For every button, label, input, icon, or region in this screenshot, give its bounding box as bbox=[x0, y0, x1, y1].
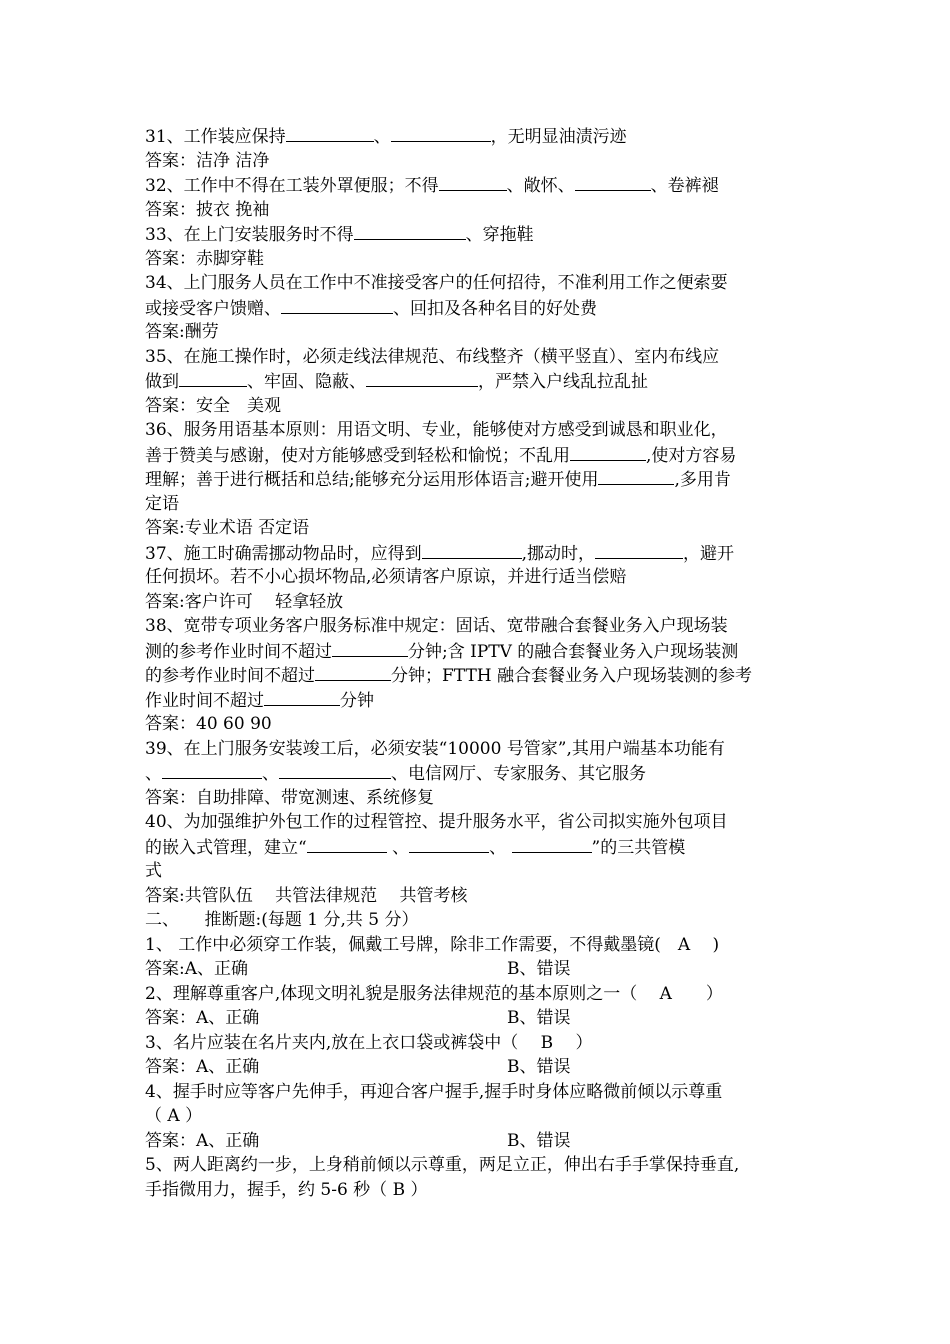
question-text: 、穿拖鞋 bbox=[465, 225, 534, 245]
answer-blank bbox=[422, 541, 522, 559]
question-34-cont bbox=[145, 296, 810, 321]
answer-blank bbox=[512, 835, 592, 853]
question-36: 36、服务用语基本原则：用语文明、专业，能够使对方感受到诚恳和职业化， bbox=[145, 420, 728, 440]
option-a: 答案：A、正确 bbox=[145, 1008, 260, 1028]
option-a: 答案：A、正确 bbox=[145, 1057, 260, 1077]
question-text: 分钟 bbox=[340, 690, 374, 711]
question-text: 、敞怀、 bbox=[506, 176, 575, 196]
question-35: 35、在施工操作时，必须走线法律规范、布线整齐（横平竖直）、室内布线应 bbox=[145, 346, 720, 367]
question-text: 的嵌入式管理，建立“ bbox=[145, 837, 307, 858]
question-40-cont: 式 bbox=[145, 861, 162, 881]
question-37-cont: 任何损坏。若不小心损坏物品,必须请客户原谅，并进行适当偿赔 bbox=[145, 567, 627, 587]
question-36-cont bbox=[145, 443, 810, 468]
question-32 bbox=[145, 173, 810, 198]
answer-38: 答案：40 60 90 bbox=[145, 714, 272, 734]
option-a: 答案：A、正确 bbox=[145, 1130, 260, 1151]
answer-31: 答案：洁净 洁净 bbox=[145, 150, 270, 171]
question-40: 40、为加强维护外包工作的过程管控、提升服务水平，省公司拟实施外包项目 bbox=[145, 812, 728, 832]
tf-answer-2 bbox=[145, 1006, 810, 1031]
question-text: 、 bbox=[386, 837, 410, 858]
question-text: ,使对方容易 bbox=[646, 445, 737, 466]
question-text: 分钟；FTTH 融合套餐业务入户现场装测的参考 bbox=[391, 666, 753, 686]
answer-blank bbox=[279, 761, 391, 779]
document-page bbox=[145, 124, 810, 1202]
question-39: 39、在上门服务安装竣工后，必须安装“10000 号管家”,其用户端基本功能有 bbox=[145, 738, 725, 759]
question-text: 理解；善于进行概括和总结;能够充分运用形体语言;避开使用 bbox=[145, 470, 599, 490]
question-text: ”的三共管模 bbox=[591, 837, 686, 858]
tf-question-1: 1、 工作中必须穿工作装，佩戴工号牌，除非工作需要，不得戴墨镜( A ) bbox=[145, 934, 720, 955]
question-text: ,挪动时， bbox=[521, 543, 596, 564]
question-text: ,多用肯 bbox=[674, 470, 731, 490]
question-text: 作业时间不超过 bbox=[145, 690, 264, 711]
answer-blank bbox=[354, 222, 466, 240]
question-38: 38、宽带专项业务客户服务标准中规定：固话、宽带融合套餐业务入户现场装 bbox=[145, 616, 728, 636]
answer-blank bbox=[286, 124, 374, 142]
tf-question-4-cont: （ A ） bbox=[145, 1106, 203, 1126]
question-31 bbox=[145, 124, 810, 149]
question-text: 、回扣及各种名目的好处费 bbox=[393, 298, 597, 319]
question-text: 测的参考作业时间不超过 bbox=[145, 641, 332, 662]
answer-blank bbox=[264, 688, 340, 706]
answer-37: 答案:客户许可 轻拿轻放 bbox=[145, 591, 344, 612]
option-b: B、错误 bbox=[507, 1008, 571, 1028]
question-text: 、电信网厅、专家服务、其它服务 bbox=[391, 764, 646, 784]
question-text: 、 bbox=[145, 764, 162, 784]
question-text: 的参考作业时间不超过 bbox=[145, 666, 315, 686]
tf-question-3: 3、名片应装在名片夹内,放在上衣口袋或裤袋中（ B ） bbox=[145, 1032, 593, 1053]
question-text: 、 bbox=[262, 764, 279, 784]
answer-36: 答案:专业术语 否定语 bbox=[145, 518, 310, 538]
answer-blank bbox=[409, 835, 489, 853]
answer-32: 答案：披衣 挽袖 bbox=[145, 199, 270, 220]
section-heading: 二、 推断题:(每题 1 分,共 5 分） bbox=[145, 910, 419, 930]
question-text: 32、工作中不得在工装外罩便服；不得 bbox=[145, 176, 439, 196]
option-b: B、错误 bbox=[507, 1130, 571, 1151]
answer-blank bbox=[179, 369, 247, 387]
question-38-cont bbox=[145, 663, 810, 688]
question-text: 分钟;含 IPTV 的融合套餐业务入户现场装测 bbox=[408, 641, 739, 662]
question-text: 善于赞美与感谢，使对方能够感受到轻松和愉悦；不乱用 bbox=[145, 445, 570, 466]
question-text: 、 bbox=[489, 837, 512, 858]
answer-35: 答案：安全 美观 bbox=[145, 395, 281, 416]
question-text: 、卷裤褪 bbox=[650, 176, 719, 196]
tf-question-5: 5、两人距离约一步，上身稍前倾以示尊重，两足立正，伸出右手手掌保持垂直, bbox=[145, 1155, 740, 1175]
question-33 bbox=[145, 222, 810, 247]
answer-blank bbox=[332, 639, 408, 657]
question-35-cont bbox=[145, 369, 810, 394]
answer-40: 答案:共管队伍 共管法律规范 共管考核 bbox=[145, 885, 468, 906]
tf-answer-3 bbox=[145, 1055, 810, 1080]
question-text: 37、施工时确需挪动物品时，应得到 bbox=[145, 543, 422, 564]
option-b: B、错误 bbox=[507, 959, 571, 979]
question-36-cont bbox=[145, 467, 810, 492]
question-text: 或接受客户馈赠、 bbox=[145, 298, 281, 319]
answer-blank bbox=[307, 835, 387, 853]
answer-blank bbox=[570, 443, 646, 461]
answer-33: 答案：赤脚穿鞋 bbox=[145, 248, 264, 269]
question-text: 做到 bbox=[145, 372, 179, 392]
question-34: 34、上门服务人员在工作中不准接受客户的任何招待，不准利用工作之便索要 bbox=[145, 273, 728, 293]
answer-blank bbox=[598, 467, 674, 485]
tf-question-4: 4、握手时应等客户先伸手，再迎合客户握手,握手时身体应略微前倾以示尊重 bbox=[145, 1081, 723, 1102]
answer-blank bbox=[315, 663, 391, 681]
answer-blank bbox=[575, 173, 651, 191]
question-text: ，严禁入户线乱拉乱扯 bbox=[478, 372, 648, 392]
answer-blank bbox=[439, 173, 507, 191]
tf-answer-4 bbox=[145, 1129, 810, 1154]
question-38-cont bbox=[145, 688, 810, 713]
answer-blank bbox=[366, 369, 478, 387]
answer-blank bbox=[595, 541, 683, 559]
question-36-cont: 定语 bbox=[145, 493, 179, 514]
option-a: 答案:A、正确 bbox=[145, 959, 249, 979]
question-38-cont bbox=[145, 639, 810, 664]
question-text: ，避开 bbox=[683, 543, 735, 564]
question-text: ，无明显油渍污迹 bbox=[490, 127, 627, 147]
tf-question-5-cont: 手指微用力，握手，约 5-6 秒（ B ） bbox=[145, 1179, 428, 1200]
answer-34: 答案:酬劳 bbox=[145, 322, 219, 342]
option-b: B、错误 bbox=[507, 1057, 571, 1077]
question-37 bbox=[145, 541, 810, 566]
answer-blank bbox=[391, 124, 491, 142]
question-40-cont bbox=[145, 835, 810, 860]
question-text: 33、在上门安装服务时不得 bbox=[145, 225, 354, 245]
question-text: 、牢固、隐蔽、 bbox=[247, 372, 366, 392]
question-text: 31、工作装应保持 bbox=[145, 127, 286, 147]
answer-39: 答案：自助排障、带宽测速、系统修复 bbox=[145, 787, 434, 808]
question-39-cont bbox=[145, 761, 810, 786]
tf-question-2: 2、理解尊重客户,体现文明礼貌是服务法律规范的基本原则之一（ A ） bbox=[145, 983, 723, 1004]
answer-blank bbox=[162, 761, 262, 779]
tf-answer-1 bbox=[145, 957, 810, 982]
question-text: 、 bbox=[373, 127, 391, 147]
answer-blank bbox=[281, 296, 393, 314]
